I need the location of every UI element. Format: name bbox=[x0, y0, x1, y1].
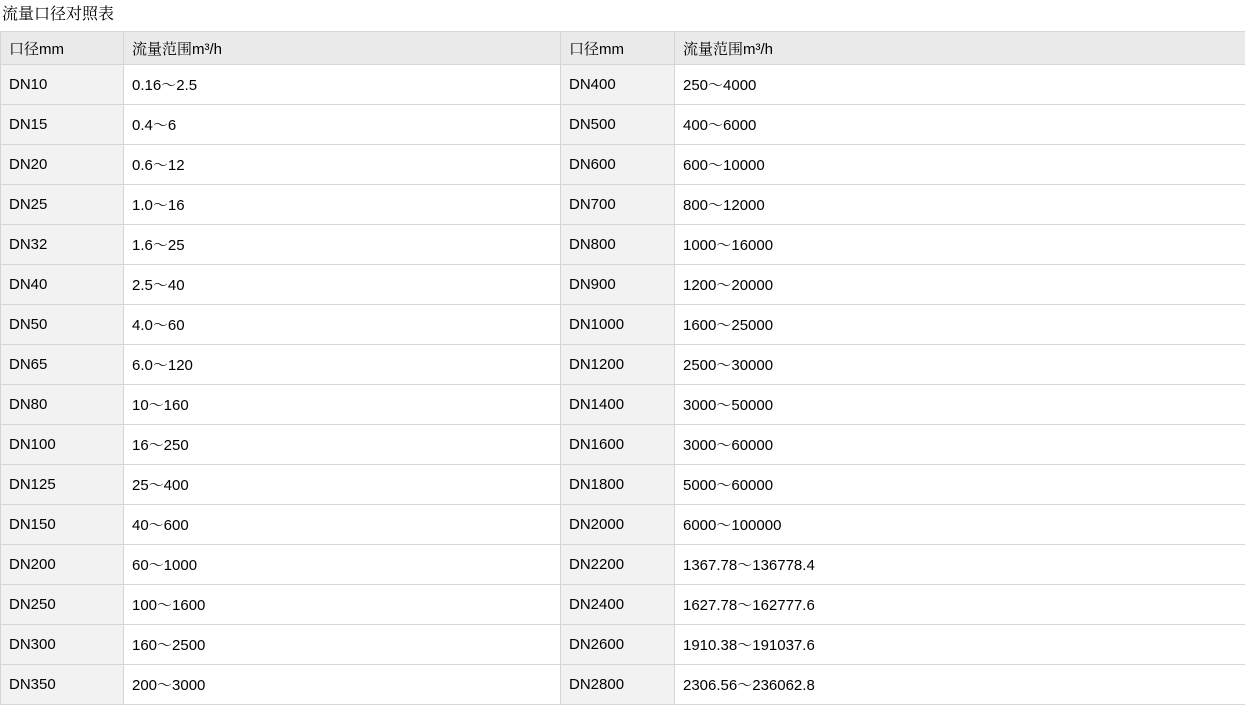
table-row bbox=[1, 305, 1245, 345]
column-header-diameter-left: 口径mm bbox=[1, 32, 124, 65]
cell-diameter-right: DN2000 bbox=[561, 505, 675, 545]
table-row bbox=[1, 385, 1245, 425]
cell-flowrange-right: 3000～50000 bbox=[675, 385, 1245, 425]
table-row bbox=[1, 145, 1245, 185]
cell-diameter-right: DN1400 bbox=[561, 385, 675, 425]
cell-diameter-left: DN20 bbox=[1, 145, 124, 185]
table-row bbox=[1, 265, 1245, 305]
cell-diameter-left: DN65 bbox=[1, 345, 124, 385]
cell-flowrange-left: 100～1600 bbox=[124, 585, 561, 625]
cell-flowrange-right: 800～12000 bbox=[675, 185, 1245, 225]
cell-diameter-right: DN1000 bbox=[561, 305, 675, 345]
table-body bbox=[1, 65, 1245, 705]
cell-diameter-right: DN500 bbox=[561, 105, 675, 145]
cell-flowrange-right: 400～6000 bbox=[675, 105, 1245, 145]
table-row bbox=[1, 585, 1245, 625]
cell-diameter-left: DN40 bbox=[1, 265, 124, 305]
cell-diameter-right: DN2800 bbox=[561, 665, 675, 705]
cell-diameter-right: DN800 bbox=[561, 225, 675, 265]
cell-diameter-left: DN32 bbox=[1, 225, 124, 265]
table-row bbox=[1, 225, 1245, 265]
table-row bbox=[1, 665, 1245, 705]
cell-diameter-left: DN150 bbox=[1, 505, 124, 545]
cell-flowrange-right: 1367.78～136778.4 bbox=[675, 545, 1245, 585]
cell-diameter-right: DN1600 bbox=[561, 425, 675, 465]
cell-flowrange-right: 6000～100000 bbox=[675, 505, 1245, 545]
cell-diameter-right: DN2200 bbox=[561, 545, 675, 585]
cell-flowrange-left: 60～1000 bbox=[124, 545, 561, 585]
cell-flowrange-right: 2306.56～236062.8 bbox=[675, 665, 1245, 705]
table-row bbox=[1, 465, 1245, 505]
cell-flowrange-left: 2.5～40 bbox=[124, 265, 561, 305]
column-header-diameter-right: 口径mm bbox=[561, 32, 675, 65]
cell-diameter-left: DN100 bbox=[1, 425, 124, 465]
column-header-flowrange-right: 流量范围m³/h bbox=[675, 32, 1245, 65]
cell-flowrange-right: 5000～60000 bbox=[675, 465, 1245, 505]
table-row bbox=[1, 65, 1245, 105]
cell-flowrange-left: 25～400 bbox=[124, 465, 561, 505]
table-row bbox=[1, 625, 1245, 665]
cell-flowrange-right: 2500～30000 bbox=[675, 345, 1245, 385]
cell-diameter-right: DN1200 bbox=[561, 345, 675, 385]
cell-diameter-left: DN125 bbox=[1, 465, 124, 505]
cell-diameter-right: DN1800 bbox=[561, 465, 675, 505]
table-row bbox=[1, 505, 1245, 545]
table-header-row bbox=[1, 32, 1245, 65]
table-row bbox=[1, 425, 1245, 465]
cell-flowrange-right: 1600～25000 bbox=[675, 305, 1245, 345]
cell-flowrange-right: 1200～20000 bbox=[675, 265, 1245, 305]
cell-flowrange-right: 250～4000 bbox=[675, 65, 1245, 105]
cell-flowrange-left: 160～2500 bbox=[124, 625, 561, 665]
cell-flowrange-left: 0.16～2.5 bbox=[124, 65, 561, 105]
table-row bbox=[1, 105, 1245, 145]
cell-diameter-left: DN200 bbox=[1, 545, 124, 585]
cell-diameter-right: DN700 bbox=[561, 185, 675, 225]
table-row bbox=[1, 345, 1245, 385]
flow-diameter-table bbox=[0, 31, 1245, 705]
cell-flowrange-left: 1.0～16 bbox=[124, 185, 561, 225]
cell-flowrange-left: 10～160 bbox=[124, 385, 561, 425]
column-header-flowrange-left: 流量范围m³/h bbox=[124, 32, 561, 65]
table-row bbox=[1, 545, 1245, 585]
cell-diameter-left: DN350 bbox=[1, 665, 124, 705]
cell-flowrange-right: 3000～60000 bbox=[675, 425, 1245, 465]
cell-diameter-right: DN600 bbox=[561, 145, 675, 185]
cell-flowrange-right: 600～10000 bbox=[675, 145, 1245, 185]
cell-diameter-left: DN15 bbox=[1, 105, 124, 145]
cell-flowrange-right: 1627.78～162777.6 bbox=[675, 585, 1245, 625]
page-title: 流量口径对照表 bbox=[2, 6, 115, 23]
cell-diameter-left: DN250 bbox=[1, 585, 124, 625]
cell-flowrange-left: 16～250 bbox=[124, 425, 561, 465]
table-row bbox=[1, 185, 1245, 225]
cell-diameter-left: DN25 bbox=[1, 185, 124, 225]
cell-diameter-right: DN400 bbox=[561, 65, 675, 105]
cell-flowrange-left: 0.4～6 bbox=[124, 105, 561, 145]
cell-flowrange-left: 4.0～60 bbox=[124, 305, 561, 345]
cell-flowrange-left: 200～3000 bbox=[124, 665, 561, 705]
cell-flowrange-right: 1910.38～191037.6 bbox=[675, 625, 1245, 665]
cell-diameter-left: DN300 bbox=[1, 625, 124, 665]
cell-diameter-right: DN2400 bbox=[561, 585, 675, 625]
cell-flowrange-left: 1.6～25 bbox=[124, 225, 561, 265]
cell-diameter-right: DN2600 bbox=[561, 625, 675, 665]
cell-flowrange-left: 0.6～12 bbox=[124, 145, 561, 185]
cell-diameter-left: DN50 bbox=[1, 305, 124, 345]
cell-diameter-left: DN80 bbox=[1, 385, 124, 425]
table-header bbox=[1, 32, 1245, 65]
cell-diameter-right: DN900 bbox=[561, 265, 675, 305]
cell-flowrange-left: 6.0～120 bbox=[124, 345, 561, 385]
cell-flowrange-right: 1000～16000 bbox=[675, 225, 1245, 265]
cell-diameter-left: DN10 bbox=[1, 65, 124, 105]
cell-flowrange-left: 40～600 bbox=[124, 505, 561, 545]
